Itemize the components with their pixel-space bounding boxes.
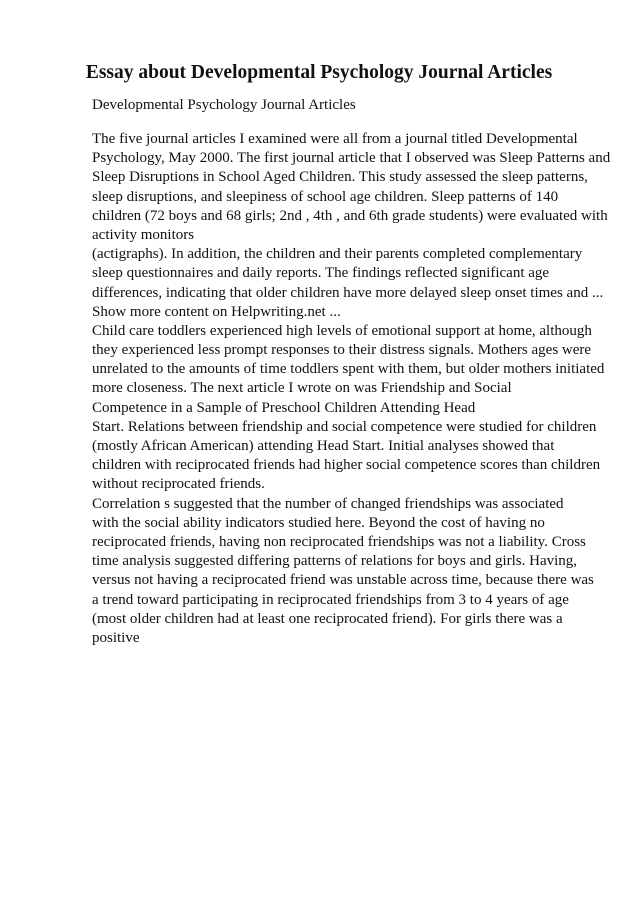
text-line: they experienced less prompt responses to their distress signals. Mothers ages were [92,342,592,359]
text-line: children with reciprocated friends had higher social competence scores than children [92,457,601,474]
text-line: without reciprocated friends. [92,476,265,493]
text-line: Psychology, May 2000. The first journal article that I observed was Sleep Patterns and [92,150,611,167]
text-line: differences, indicating that older children have more delayed sleep onset times and ... [92,284,604,301]
text-line: with the social ability indicators studied here. Beyond the cost of having no [92,514,545,531]
text-line: time analysis suggested differing patterns of relations for boys and girls. Having, [92,553,578,570]
text-line: Correlation s suggested that the number of changed friendships was associated [92,495,564,512]
text-line: positive [92,629,140,646]
text-line: a trend toward participating in reciprocated friendships from 3 to 4 years of age [92,591,569,608]
text-line: Start. Relations between friendship and social competence were studied for children [92,418,597,435]
text-line: more closeness. The next article I wrote on was Friendship and Social [92,380,512,397]
text-line: children (72 boys and 68 girls; 2nd , 4th , and 6th grade students) were evaluated with [92,207,608,224]
text-line: Competence in a Sample of Preschool Children Attending Head [92,399,476,416]
show-more-link[interactable]: Show more content on Helpwriting.net ... [92,303,341,320]
text-line: (most older children had at least one reciprocated friend). For girls there was a [92,610,563,627]
text-line: reciprocated friends, having non reciprocated friendships was not a liability. Cross [92,533,586,550]
text-line: The five journal articles I examined were all from a journal titled Developmental [92,131,578,147]
text-line: sleep disruptions, and sleepiness of school age children. Sleep patterns of 140 [92,188,559,205]
text-line: Child care toddlers experienced high levels of emotional support at home, although [92,322,592,339]
document-subtitle: Developmental Psychology Journal Articles [92,97,356,113]
text-line: (actigraphs). In addition, the children and their parents completed complementary [92,246,583,263]
document-title: Essay about Developmental Psychology Journal Articles [85,62,553,83]
essay-body [92,130,632,648]
text-line: (mostly African American) attending Head Start. Initial analyses showed that [92,438,555,454]
text-line: unrelated to the amounts of time toddlers spent with them, but older mothers initiated [92,361,605,378]
text-line: activity monitors [92,226,195,243]
text-line: Sleep Disruptions in School Aged Children. This study assessed the sleep patterns, [92,169,588,186]
text-line: sleep questionnaires and daily reports. The findings reflected significant age [92,265,550,282]
text-line: versus not having a reciprocated friend was unstable across time, because there was [92,572,594,589]
